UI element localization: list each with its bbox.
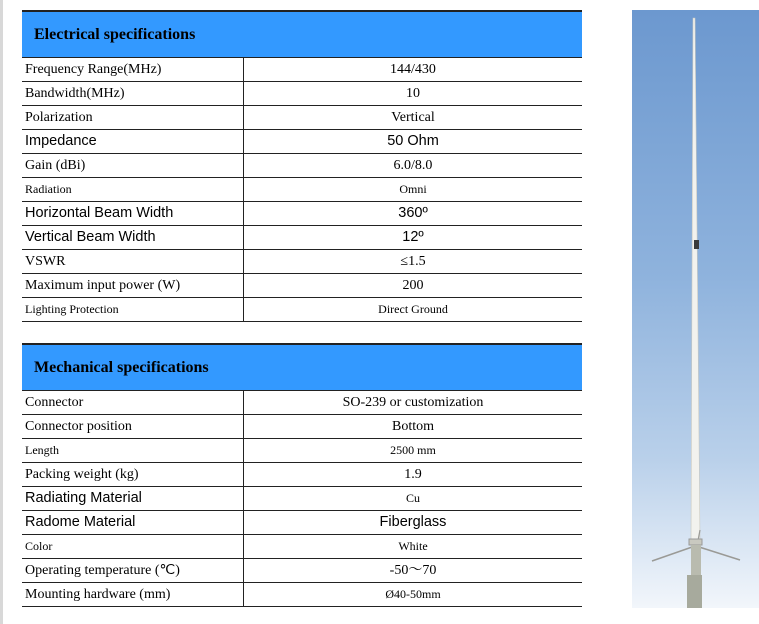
spec-label: Vertical Beam Width	[22, 226, 244, 250]
spec-label: Radiating Material	[22, 487, 244, 511]
spec-value: 1.9	[244, 463, 583, 487]
spec-label: Color	[22, 535, 244, 559]
table-row	[22, 58, 582, 82]
spec-value: Ø40-50mm	[244, 583, 583, 607]
section-title: Mechanical specifications	[22, 344, 582, 391]
spec-label: Gain (dBi)	[22, 154, 244, 178]
spec-label: Packing weight (kg)	[22, 463, 244, 487]
table-row	[22, 178, 582, 202]
table-row	[22, 298, 582, 322]
antenna-illustration	[632, 10, 759, 608]
spec-label: Impedance	[22, 130, 244, 154]
table-row	[22, 82, 582, 106]
spec-value: Direct Ground	[244, 298, 583, 322]
spec-value: 6.0/8.0	[244, 154, 583, 178]
spec-label: Operating temperature (℃)	[22, 559, 244, 583]
table-row	[22, 391, 582, 415]
spec-value: -50～70	[244, 559, 583, 583]
table-row	[22, 511, 582, 535]
spec-label: Radome Material	[22, 511, 244, 535]
spec-value: 12º	[244, 226, 583, 250]
spec-value: White	[244, 535, 583, 559]
spec-value: Cu	[244, 487, 583, 511]
spec-label: Radiation	[22, 178, 244, 202]
spec-value: 360º	[244, 202, 583, 226]
spec-value: 50 Ohm	[244, 130, 583, 154]
spec-label: Mounting hardware (mm)	[22, 583, 244, 607]
spec-value: Fiberglass	[244, 511, 583, 535]
spec-label: Lighting Protection	[22, 298, 244, 322]
spec-value: Vertical	[244, 106, 583, 130]
table-row	[22, 463, 582, 487]
table-row	[22, 274, 582, 298]
spec-label: Connector	[22, 391, 244, 415]
table-row	[22, 130, 582, 154]
spec-label: Maximum input power (W)	[22, 274, 244, 298]
spec-value: 200	[244, 274, 583, 298]
spec-value: 10	[244, 82, 583, 106]
table-row	[22, 439, 582, 463]
mechanical-specs-table	[22, 343, 582, 607]
spec-value: Bottom	[244, 415, 583, 439]
spec-value: 2500 mm	[244, 439, 583, 463]
spec-label: Polarization	[22, 106, 244, 130]
spec-label: Length	[22, 439, 244, 463]
table-row	[22, 226, 582, 250]
table-row	[22, 487, 582, 511]
spec-label: VSWR	[22, 250, 244, 274]
electrical-specs-table	[22, 10, 582, 322]
spec-value: ≤1.5	[244, 250, 583, 274]
table-row	[22, 535, 582, 559]
spec-value: SO-239 or customization	[244, 391, 583, 415]
antenna-photo	[632, 10, 759, 608]
spec-label: Bandwidth(MHz)	[22, 82, 244, 106]
table-row	[22, 202, 582, 226]
spec-label: Connector position	[22, 415, 244, 439]
table-row	[22, 559, 582, 583]
table-row	[22, 583, 582, 607]
table-row	[22, 250, 582, 274]
table-row	[22, 154, 582, 178]
table-row	[22, 415, 582, 439]
section-title: Electrical specifications	[22, 11, 582, 58]
table-row	[22, 106, 582, 130]
spec-label: Horizontal Beam Width	[22, 202, 244, 226]
spec-label: Frequency Range(MHz)	[22, 58, 244, 82]
spec-value: Omni	[244, 178, 583, 202]
spec-value: 144/430	[244, 58, 583, 82]
page-edge	[0, 0, 3, 624]
